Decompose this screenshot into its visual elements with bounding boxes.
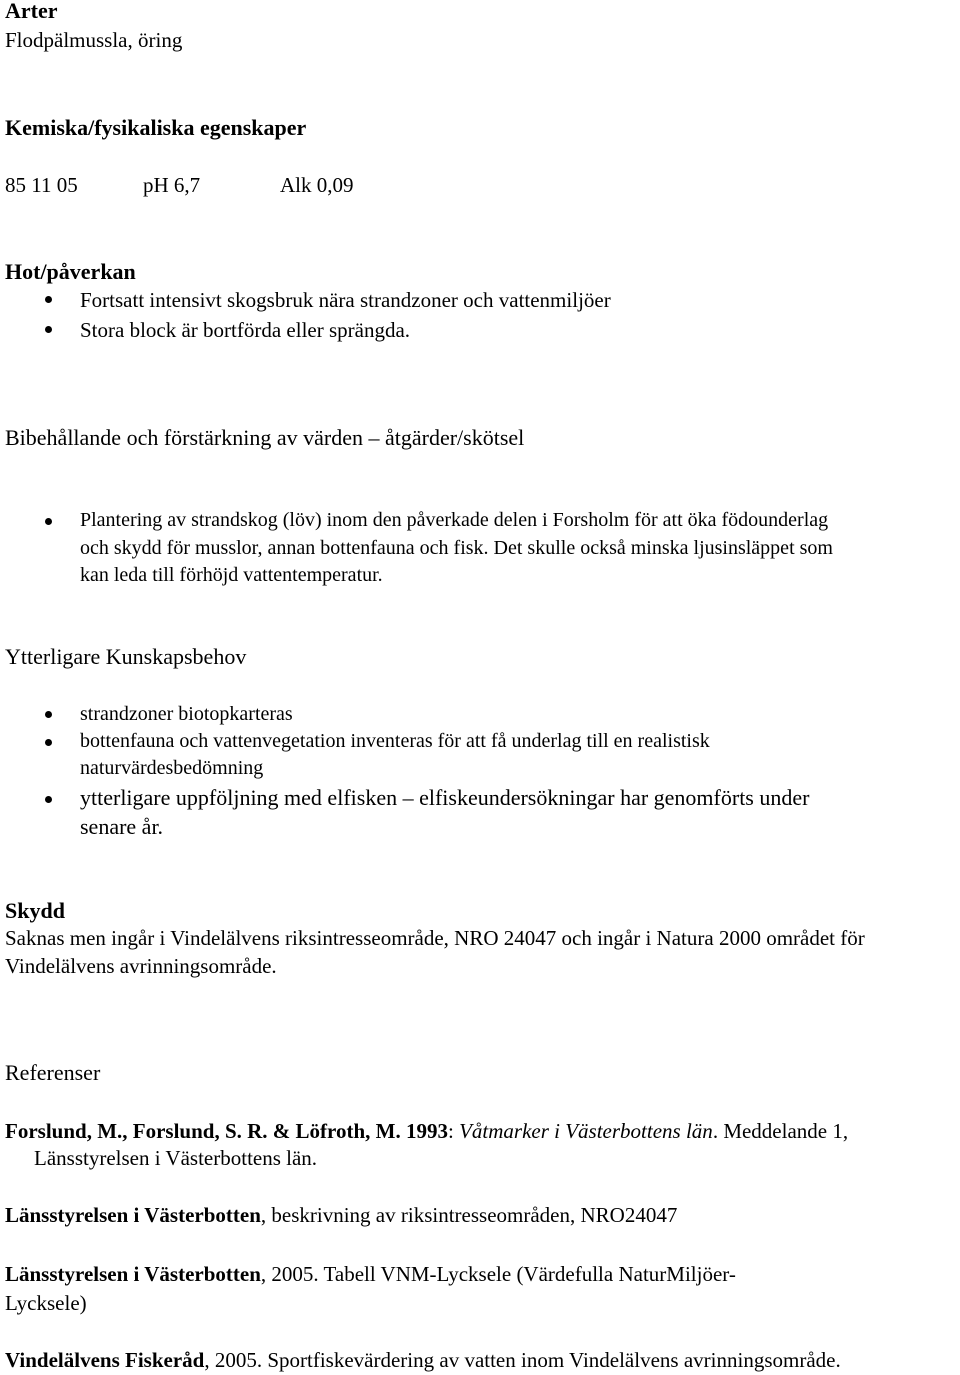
bibehallande-line-1: Plantering av strandskog (löv) inom den påverkade delen i Forsholm för att öka födounderlag bbox=[80, 509, 829, 531]
reference-2 bbox=[5, 1203, 677, 1227]
kemiska-alk: Alk 0,09 bbox=[280, 173, 354, 197]
ytterligare-item-2-line-2: naturvärdesbedömning bbox=[80, 757, 264, 779]
ytterligare-item-1: strandzoner biotopkarteras bbox=[80, 703, 293, 725]
reference-3 bbox=[5, 1262, 736, 1286]
reference-1-title: Våtmarker i Västerbottens län bbox=[459, 1119, 713, 1143]
reference-4-rest: , 2005. Sportfiskevärdering av vatten inom Vindelälvens avrinningsområde. bbox=[204, 1348, 841, 1372]
kemiska-ph: pH 6,7 bbox=[143, 173, 201, 197]
reference-1-rest: . Meddelande 1, bbox=[712, 1119, 849, 1143]
kemiska-heading: Kemiska/fysikaliska egenskaper bbox=[5, 115, 307, 140]
skydd-line-1: Saknas men ingår i Vindelälvens riksintresseområde, NRO 24047 och ingår i Natura 2000 området för bbox=[5, 926, 865, 950]
skydd-heading: Skydd bbox=[5, 898, 65, 923]
ytterligare-item-2-line-1: bottenfauna och vattenvegetation inventeras för att få underlag till en realistisk bbox=[80, 730, 710, 752]
ytterligare-heading: Ytterligare Kunskapsbehov bbox=[5, 644, 247, 669]
bullet-icon bbox=[45, 518, 52, 525]
reference-3-line-2: Lycksele) bbox=[5, 1291, 87, 1315]
reference-3-rest: , 2005. Tabell VNM-Lycksele (Värdefulla NaturMiljöer- bbox=[260, 1262, 736, 1286]
skydd-line-2: Vindelälvens avrinningsområde. bbox=[5, 954, 277, 978]
reference-2-rest: , beskrivning av riksintresseområden, NRO24047 bbox=[260, 1203, 678, 1227]
reference-3-author: Länsstyrelsen i Västerbotten bbox=[5, 1262, 261, 1286]
arter-heading: Arter bbox=[5, 0, 58, 23]
referenser-heading: Referenser bbox=[5, 1060, 101, 1085]
bullet-icon bbox=[45, 296, 52, 303]
reference-1-sep: : bbox=[447, 1119, 460, 1143]
kemiska-date: 85 11 05 bbox=[5, 173, 78, 197]
bullet-icon bbox=[45, 796, 52, 803]
bullet-icon bbox=[45, 326, 52, 333]
ytterligare-item-3-line-2: senare år. bbox=[80, 814, 164, 839]
bullet-icon bbox=[45, 739, 52, 746]
ytterligare-item-3-line-1: ytterligare uppföljning med elfisken – elfiskeundersökningar har genomförts under bbox=[80, 785, 810, 810]
reference-1-line-2: Länsstyrelsen i Västerbottens län. bbox=[34, 1146, 318, 1170]
hot-item-2: Stora block är bortförda eller sprängda. bbox=[80, 318, 411, 342]
bullet-icon bbox=[45, 711, 52, 718]
reference-1 bbox=[5, 1119, 848, 1143]
bibehallande-heading: Bibehållande och förstärkning av värden – åtgärder/skötsel bbox=[5, 425, 525, 450]
reference-4 bbox=[5, 1348, 841, 1372]
reference-2-author: Länsstyrelsen i Västerbotten bbox=[5, 1203, 261, 1227]
hot-heading: Hot/påverkan bbox=[5, 259, 136, 284]
bibehallande-line-3: kan leda till förhöjd vattentemperatur. bbox=[80, 564, 383, 586]
bibehallande-line-2: och skydd för musslor, annan bottenfauna och fisk. Det skulle också minska ljusinsläppet som bbox=[80, 537, 833, 559]
arter-text: Flodpälmussla, öring bbox=[5, 28, 183, 52]
reference-1-authors: Forslund, M., Forslund, S. R. & Löfroth, M. 1993 bbox=[5, 1119, 448, 1143]
reference-4-author: Vindelälvens Fiskeråd bbox=[5, 1348, 205, 1372]
hot-item-1: Fortsatt intensivt skogsbruk nära strandzoner och vattenmiljöer bbox=[80, 288, 611, 312]
